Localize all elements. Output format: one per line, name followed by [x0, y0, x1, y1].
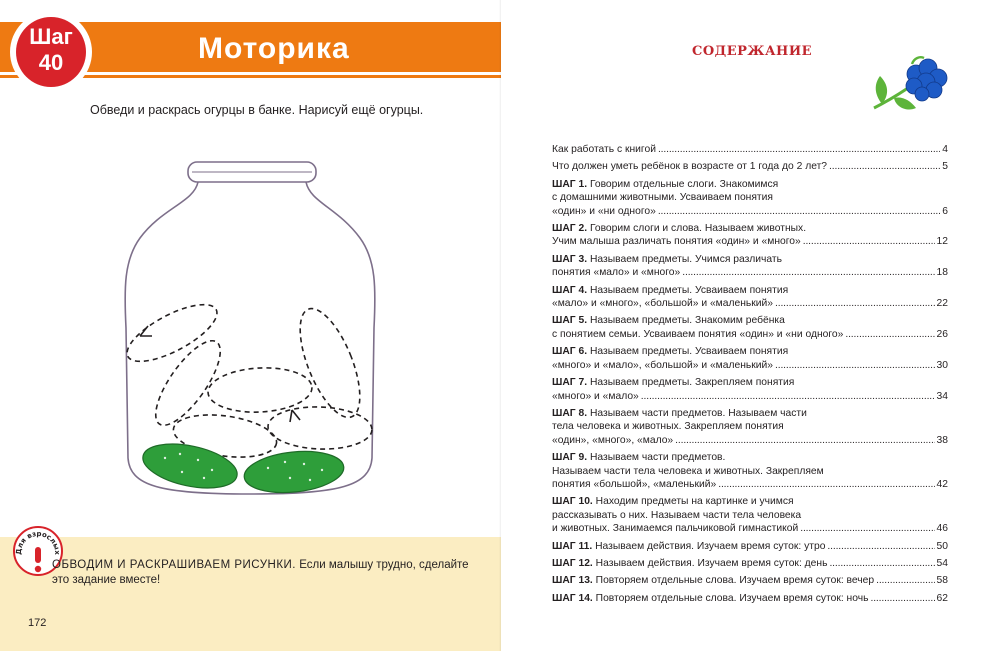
toc-page-number: 50: [936, 540, 948, 552]
toc-leader-dots: [641, 390, 935, 403]
toc-page-number: 26: [936, 328, 948, 340]
toc-entry-line: [552, 191, 948, 204]
toc-entry-text: Учим малыша различать понятия «один» и «много»: [552, 236, 801, 248]
toc-leader-dots: [829, 160, 940, 173]
toc-entry-line: [552, 178, 948, 191]
toc-leader-dots: [827, 540, 934, 553]
toc-entry[interactable]: [552, 160, 948, 173]
toc-entry-line: [552, 205, 948, 218]
toc-page-number: 58: [936, 575, 948, 587]
toc-entry-text: Что должен уметь ребёнок в возрасте от 1 года до 2 лет?: [552, 161, 828, 173]
toc-entry-text: Называем части предметов.: [589, 452, 726, 464]
toc-entry-line: [552, 143, 948, 156]
toc-entry[interactable]: [552, 253, 948, 280]
toc-entry-text: Говорим отдельные слоги. Знакомимся: [589, 178, 779, 190]
toc-step-label: ШАГ 2.: [552, 223, 588, 235]
toc-leader-dots: [682, 266, 934, 279]
adult-note: [52, 558, 472, 588]
toc-entry[interactable]: [552, 143, 948, 156]
toc-entry-text: понятия «большой», «маленький»: [552, 478, 717, 490]
toc-entry-line: [552, 522, 948, 535]
toc-entry-line: [552, 434, 948, 447]
toc-entry-text: понятия «мало» и «много»: [552, 267, 681, 279]
toc-entry-text: «мало» и «много», «большой» и «маленький»: [552, 298, 773, 310]
toc-entry-line: [552, 266, 948, 279]
toc-leader-dots: [718, 478, 934, 491]
adult-note-text: Если малышу трудно, сделайте это задание вместе!: [52, 559, 469, 586]
toc-entry-text: «один», «много», «мало»: [552, 434, 674, 446]
toc-leader-dots: [803, 235, 935, 248]
toc-entry-text: «много» и «мало»: [552, 390, 639, 402]
toc-entry[interactable]: [552, 592, 948, 605]
toc-entry-text: Называем предметы. Закрепляем понятия: [589, 377, 795, 389]
toc-entry-line: [552, 160, 948, 173]
toc-entry-line: [552, 509, 948, 522]
toc-entry-text: Называем предметы. Усваиваем понятия: [589, 284, 789, 296]
toc-entry-line: [552, 222, 948, 235]
task-instruction: Обведи и раскрась огурцы в банке. Нарисуй ещё огурцы.: [90, 103, 424, 117]
toc-page-number: 22: [936, 298, 948, 310]
cucumber-outline: [120, 294, 225, 373]
toc-step-label: ШАГ 10.: [552, 496, 593, 508]
cucumber-outline: [145, 332, 232, 435]
page-number: 172: [28, 617, 47, 629]
step-badge: [16, 17, 86, 87]
adult-note-box: [0, 537, 501, 651]
toc-leader-dots: [658, 205, 940, 218]
toc-page-number: 38: [936, 434, 948, 446]
toc-entry-text: Повторяем отдельные слова. Изучаем время суток: ночь: [595, 592, 869, 604]
toc-page-number: 54: [936, 557, 948, 569]
toc-entry[interactable]: [552, 451, 948, 491]
trace-arrow: [140, 326, 152, 336]
toc-page-number: 6: [942, 205, 948, 217]
toc-entry-text: Называем предметы. Учимся различать: [589, 253, 782, 265]
toc-entry[interactable]: [552, 376, 948, 403]
toc-entry-line: [552, 314, 948, 327]
toc-entry-text: Повторяем отдельные слова. Изучаем время суток: вечер: [595, 575, 875, 587]
toc-step-label: ШАГ 5.: [552, 315, 588, 327]
toc-leader-dots: [675, 434, 934, 447]
toc-page-number: 5: [942, 161, 948, 173]
section-title: Моторика: [198, 32, 350, 65]
toc-entry[interactable]: [552, 495, 948, 535]
toc-entry-text: тела человека и животных. Закрепляем понятия: [552, 421, 784, 433]
toc-step-label: ШАГ 1.: [552, 178, 588, 190]
toc-entry-line: [552, 592, 948, 605]
toc-entry-text: Называем части тела человека и животных. Закрепляем: [552, 465, 824, 477]
toc-step-label: ШАГ 6.: [552, 346, 588, 358]
toc-leader-dots: [829, 557, 934, 570]
toc-step-label: ШАГ 7.: [552, 377, 588, 389]
toc-entry[interactable]: [552, 557, 948, 570]
toc-entry-text: Называем действия. Изучаем время суток: день: [595, 557, 828, 569]
toc-page-number: 30: [936, 359, 948, 371]
toc-entry-line: [552, 574, 948, 587]
toc-entry[interactable]: [552, 345, 948, 372]
toc-entry-text: с понятием семьи. Усваиваем понятия «один» и «ни одного»: [552, 328, 844, 340]
toc-page-number: 18: [936, 267, 948, 279]
toc-page-number: 34: [936, 390, 948, 402]
toc-entry[interactable]: [552, 284, 948, 311]
toc-leader-dots: [845, 328, 934, 341]
toc-entry-text: «много» и «мало», «большой» и «маленький»: [552, 359, 773, 371]
toc-entry[interactable]: [552, 407, 948, 447]
toc-title: СОДЕРЖАНИЕ: [692, 44, 813, 59]
toc-leader-dots: [775, 359, 935, 372]
toc-entry-line: [552, 540, 948, 553]
toc-leader-dots: [658, 143, 940, 156]
toc-entry-line: [552, 235, 948, 248]
toc-step-label: ШАГ 12.: [552, 557, 593, 569]
toc-step-label: ШАГ 13.: [552, 575, 593, 587]
toc-entry-line: [552, 376, 948, 389]
toc-entry-text: и животных. Занимаемся пальчиковой гимнастикой: [552, 523, 799, 535]
toc-page-number: 62: [936, 592, 948, 604]
toc-step-label: ШАГ 11.: [552, 540, 593, 552]
toc-entry-line: [552, 328, 948, 341]
toc-entry-line: [552, 495, 948, 508]
adult-badge-label: Для взрослых: [14, 529, 62, 556]
toc-entry[interactable]: [552, 574, 948, 587]
toc-entry-line: [552, 297, 948, 310]
toc-entry-text: Называем действия. Изучаем время суток: утро: [595, 540, 826, 552]
toc-step-label: ШАГ 8.: [552, 407, 588, 419]
toc-entry-line: [552, 345, 948, 358]
toc-leader-dots: [775, 297, 935, 310]
toc-entry-text: Называем предметы. Знакомим ребёнка: [589, 315, 785, 327]
toc-entry-line: [552, 465, 948, 478]
toc-entry-line: [552, 557, 948, 570]
toc-entry-text: Говорим слоги и слова. Называем животных.: [589, 223, 807, 235]
toc-entry-line: [552, 390, 948, 403]
toc-page-number: 4: [942, 144, 948, 155]
toc-page-number: 12: [936, 236, 948, 248]
cucumber-outline: [207, 365, 313, 414]
step-number: 40: [38, 50, 64, 75]
toc-entry-line: [552, 478, 948, 491]
adult-note-lead: ОБВОДИМ И РАСКРАШИВАЕМ РИСУНКИ.: [52, 559, 296, 571]
cucumber-outline: [288, 301, 372, 425]
toc-entry-line: [552, 284, 948, 297]
toc-step-label: ШАГ 4.: [552, 284, 588, 296]
toc-leader-dots: [800, 522, 934, 535]
toc-step-label: ШАГ 9.: [552, 452, 588, 464]
toc-leader-dots: [870, 592, 934, 605]
step-label: Шаг: [29, 24, 73, 49]
toc-entry-text: Находим предметы на картинке и учимся: [595, 496, 794, 508]
toc-entry-line: [552, 451, 948, 464]
toc-page-number: 42: [936, 478, 948, 490]
toc-entry-text: Называем части предметов. Называем части: [589, 407, 807, 419]
toc-step-label: ШАГ 3.: [552, 253, 588, 265]
toc-page-number: 46: [936, 523, 948, 535]
toc-entry[interactable]: [552, 222, 948, 249]
toc-entry-line: [552, 420, 948, 433]
jar-illustration: [120, 158, 380, 498]
toc-entry-line: [552, 359, 948, 372]
toc-entry-text: Называем предметы. Усваиваем понятия: [589, 346, 789, 358]
trace-arrow: [290, 410, 300, 422]
toc-entry-text: рассказывать о них. Называем части тела человека: [552, 509, 802, 521]
toc-entry[interactable]: [552, 540, 948, 553]
toc-entry[interactable]: [552, 314, 948, 341]
toc-step-label: ШАГ 14.: [552, 592, 593, 604]
toc-entry-text: «один» и «ни одного»: [552, 205, 656, 217]
toc-leader-dots: [876, 574, 934, 587]
blue-berry-flower-icon: [868, 50, 950, 116]
toc-entry-line: [552, 253, 948, 266]
table-of-contents: [552, 143, 948, 609]
toc-entry-text: Как работать с книгой: [552, 144, 656, 155]
toc-entry[interactable]: [552, 178, 948, 218]
toc-entry-line: [552, 407, 948, 420]
toc-entry-text: с домашними животными. Усваиваем понятия: [552, 192, 773, 204]
